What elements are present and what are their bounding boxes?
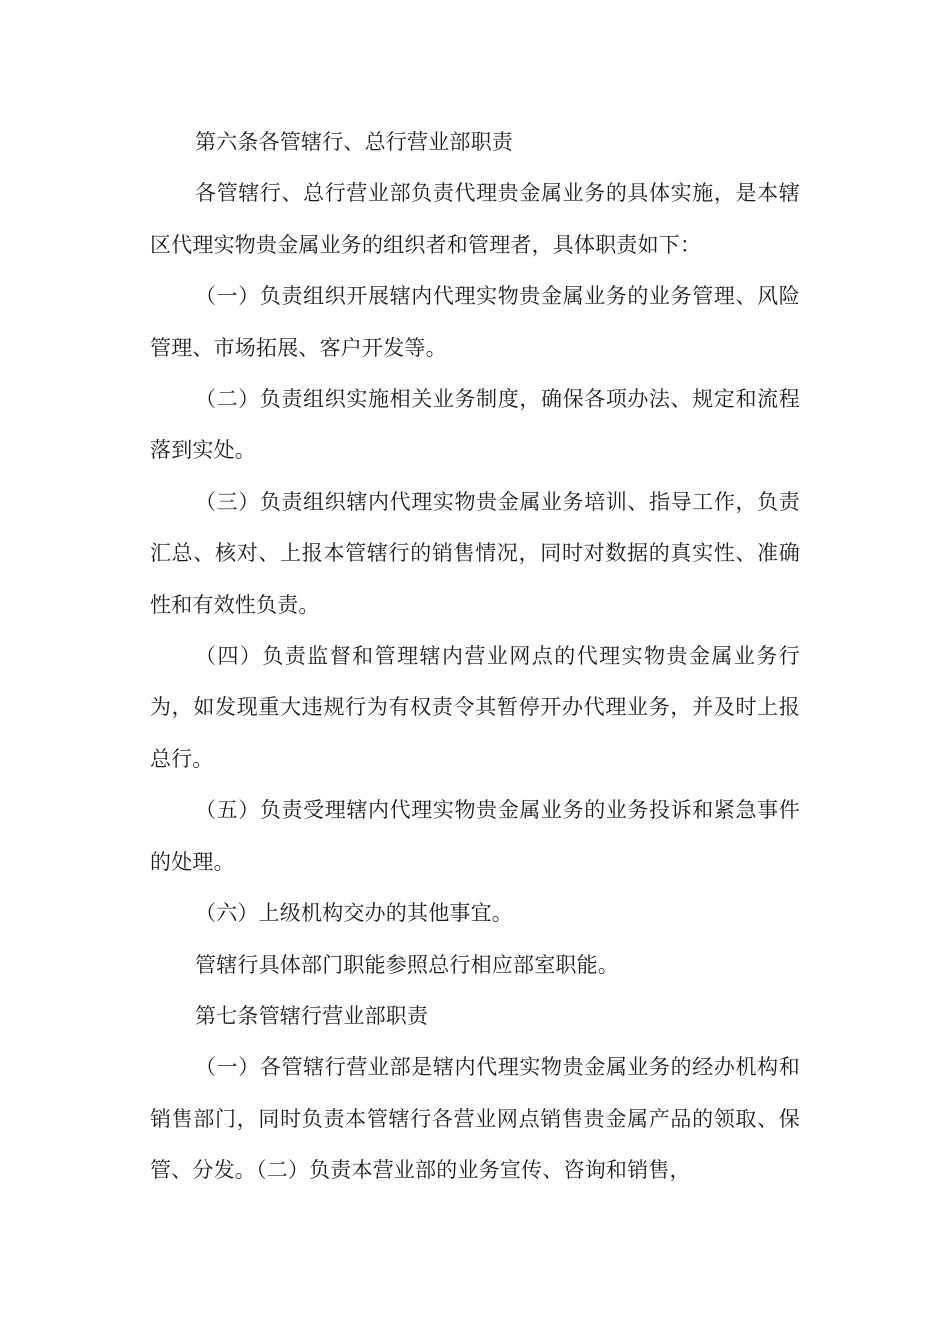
article-7-heading: 第七条管辖行营业部职责 — [195, 1003, 429, 1028]
article-6-heading: 第六条各管辖行、总行营业部职责 — [195, 130, 513, 154]
article-6-item-3: （三）负责组织辖内代理实物贵金属业务培训、指导工作，负责汇总、核对、上报本管辖行的销售情况，同时对数据的真实性、准确性和有效性负责。 — [150, 489, 800, 617]
article-6-item-6: （六）上级机构交办的其他事宜。 — [195, 901, 513, 926]
article-6-item-5: （五）负责受理辖内代理实物贵金属业务的业务投诉和紧急事件的处理。 — [150, 798, 800, 874]
article-6-intro-paragraph: 各管辖行、总行营业部负责代理贵金属业务的具体实施，是本辖区代理实物贵金属业务的组织者和管理者，具体职责如下： — [150, 181, 800, 257]
document-body — [150, 117, 800, 1197]
article-7-item-1-and-2: （一）各管辖行营业部是辖内代理实物贵金属业务的经办机构和销售部门，同时负责本管辖行各营业网点销售贵金属产品的领取、保管、分发。（二）负责本营业部的业务宣传、咨询和销售， — [150, 1055, 800, 1183]
article-6-item-2: （二）负责组织实施相关业务制度，确保各项办法、规定和流程落到实处。 — [150, 387, 800, 463]
article-6-item-4: （四）负责监督和管理辖内营业网点的代理实物贵金属业务行为，如发现重大违规行为有权责令其暂停开办代理业务，并及时上报总行。 — [150, 644, 800, 771]
department-functions-note: 管辖行具体部门职能参照总行相应部室职能。 — [195, 952, 619, 977]
article-6-item-1: （一）负责组织开展辖内代理实物贵金属业务的业务管理、风险管理、市场拓展、客户开发等。 — [150, 284, 800, 360]
